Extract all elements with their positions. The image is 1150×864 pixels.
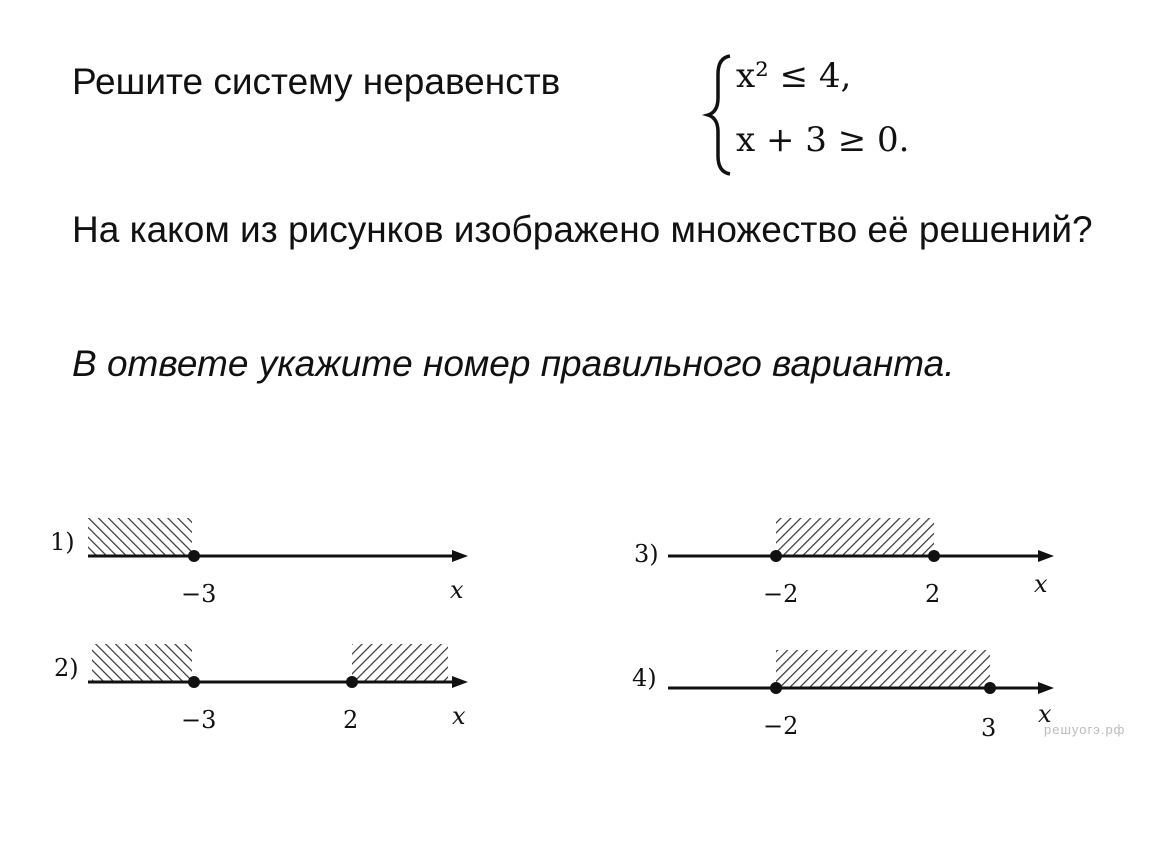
option-2-arrow-icon [452, 676, 468, 688]
option-1-point [188, 550, 200, 562]
option-3-point-2 [928, 550, 940, 562]
option-3-point-1-label: −2 [763, 580, 799, 608]
inequality-system [700, 50, 960, 180]
option-4-figure [632, 650, 1054, 742]
option-1-axis-label: x [450, 576, 464, 604]
option-2-shading-left [92, 644, 192, 682]
option-3-point-1 [770, 550, 782, 562]
option-1-point-label: −3 [181, 580, 217, 608]
inequality-1: x² ≤ 4, [736, 56, 852, 96]
option-2-point-2 [346, 676, 358, 688]
inequality-2: x + 3 ≥ 0. [736, 120, 910, 160]
option-1-shading [88, 518, 192, 556]
curly-brace-icon [700, 50, 736, 180]
options-right [620, 500, 1060, 750]
option-1-figure [50, 518, 468, 608]
option-2-point-1 [188, 676, 200, 688]
option-4-point-1-label: −2 [763, 712, 799, 740]
watermark: решуогэ.рф [1044, 722, 1126, 737]
option-1-label: 1) [50, 528, 75, 556]
option-4-point-1 [770, 682, 782, 694]
option-3-arrow-icon [1038, 550, 1054, 562]
option-3-point-2-label: 2 [925, 580, 941, 608]
option-2-shading-right [352, 644, 448, 682]
instruction-text: В ответе укажите номер правильного варианта. [72, 343, 955, 384]
option-1-arrow-icon [452, 550, 468, 562]
option-2-label: 2) [54, 654, 79, 682]
option-3-figure [634, 518, 1054, 608]
option-2-figure [54, 644, 468, 734]
option-3-label: 3) [634, 540, 659, 568]
option-4-axis-label: x [1038, 700, 1052, 728]
option-4-shading [776, 650, 990, 688]
option-4-label: 4) [632, 664, 657, 692]
option-2-axis-label: x [452, 702, 466, 730]
option-2-point-2-label: 2 [343, 706, 359, 734]
option-2-point-1-label: −3 [181, 706, 217, 734]
option-4-point-2-label: 3 [981, 714, 997, 742]
option-3-shading [776, 518, 934, 556]
option-3-axis-label: x [1034, 570, 1048, 598]
question-text: На каком из рисунков изображено множество её решений? [72, 209, 1093, 250]
task-title: Решите систему неравенств [72, 61, 561, 102]
option-4-arrow-icon [1038, 682, 1054, 694]
option-4-point-2 [984, 682, 996, 694]
options-left [40, 500, 490, 750]
